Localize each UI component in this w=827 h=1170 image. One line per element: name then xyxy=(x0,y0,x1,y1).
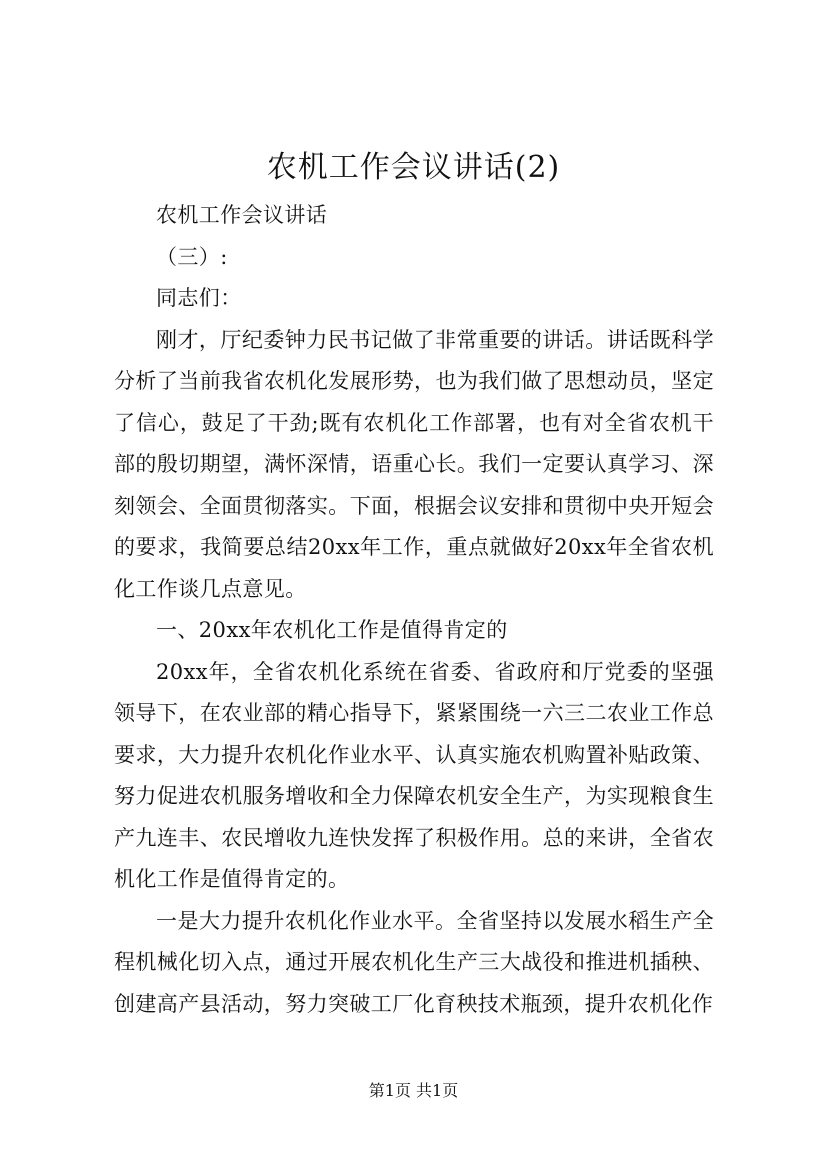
document-body xyxy=(114,195,714,1025)
subtitle-paragraph: 农机工作会议讲话 xyxy=(156,203,328,227)
section-heading-paragraph: 一、20xx年农机化工作是值得肯定的 xyxy=(156,618,508,642)
page-number-footer: 第1页 共1页 xyxy=(368,1081,459,1100)
salutation-paragraph: 同志们： xyxy=(156,286,242,310)
document-title: 农机工作会议讲话(2) xyxy=(266,150,561,185)
section-marker-paragraph: （三）: xyxy=(156,244,228,269)
summary-paragraph: 20xx年，全省农机化系统在省委、省政府和厅党委的坚强领导下，在农业部的精心指导下，紧紧围绕一六三二农业工作总要求，大力提升农机化作业水平、认真实施农机购置补贴政策、努力促进农机服务增收和全力保障农机安全生产，为实现粮食生产九连丰、农民增收九连快发挥了积极作用。总的来讲，全省农机化工作是值得肯定的。 xyxy=(114,659,714,891)
intro-paragraph: 刚才，厅纪委钟力民书记做了非常重要的讲话。讲话既科学分析了当前我省农机化发展形势，也为我们做了思想动员，坚定了信心，鼓足了干劲;既有农机化工作部署，也有对全省农机干部的殷切期望，满怀深情，语重心长。我们一定要认真学习、深刻领会、全面贯彻落实。下面，根据会议安排和贯彻中央开短会的要求，我简要总结20xx年工作，重点就做好20xx年全省农机化工作谈几点意见。 xyxy=(114,327,714,601)
point-one-paragraph: 一是大力提升农机化作业水平。全省坚持以发展水稻生产全程机械化切入点，通过开展农机化生产三大战役和推进机插秧、创建高产县活动，努力突破工厂化育秧技术瓶颈，提升农机化作 xyxy=(114,908,714,1016)
